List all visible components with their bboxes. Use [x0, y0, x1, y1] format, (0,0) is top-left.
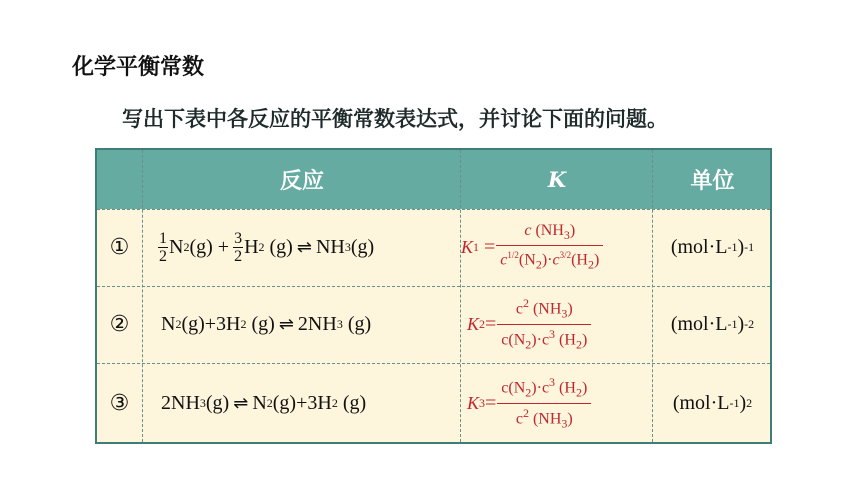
- reaction-2: N 2 (g)+3H 2 (g) ⇌ 2NH 3 (g): [161, 313, 372, 335]
- row-index: ②: [109, 312, 130, 337]
- divider: [460, 150, 461, 442]
- unit-3: (mol·L -1 ) 2: [672, 392, 753, 414]
- header-k: K: [547, 167, 567, 192]
- equilibrium-arrow-icon: ⇌: [278, 314, 294, 334]
- k-expression-1: K 1 = $\frac{c (NH_3)}{c^{1/2}(N_2)\cdot c^{3/2}(H_2)}$: [461, 209, 651, 286]
- equilibrium-arrow-icon: ⇌: [296, 237, 312, 257]
- row-index: ③: [109, 391, 130, 416]
- unit-1: (mol·L -1 ) -1: [670, 236, 755, 258]
- k-expression-2: K 2 = $\frac{c^2 (NH_3)}{c(N_2)\cdot c^3 (H_2)}$: [467, 286, 651, 363]
- reaction-3: 2NH 3 (g) ⇌ N 2 (g)+3H 2 (g): [161, 392, 367, 414]
- table-header: [97, 150, 770, 209]
- divider: [142, 150, 143, 442]
- unit-2: (mol·L -1 ) -2: [670, 313, 755, 335]
- row-index: ①: [109, 235, 130, 260]
- page-subtitle: 写出下表中各反应的平衡常数表达式，并讨论下面的问题。: [122, 107, 668, 131]
- reaction-1: $\frac{1}{2}$ N 2 (g) + $\frac{3}{2}$ H 2 (g) ⇌ NH 3 (g): [159, 230, 375, 265]
- header-reaction: 反应: [279, 169, 324, 194]
- equilibrium-table: [95, 148, 772, 444]
- page-title: 化学平衡常数: [72, 55, 205, 80]
- header-unit: 单位: [690, 169, 735, 194]
- k-expression-3: K 3 = $\frac{c(N_2)\cdot c^3 (H_2)}{c^2 (NH_3)}$: [467, 363, 651, 444]
- equilibrium-arrow-icon: ⇌: [233, 393, 249, 413]
